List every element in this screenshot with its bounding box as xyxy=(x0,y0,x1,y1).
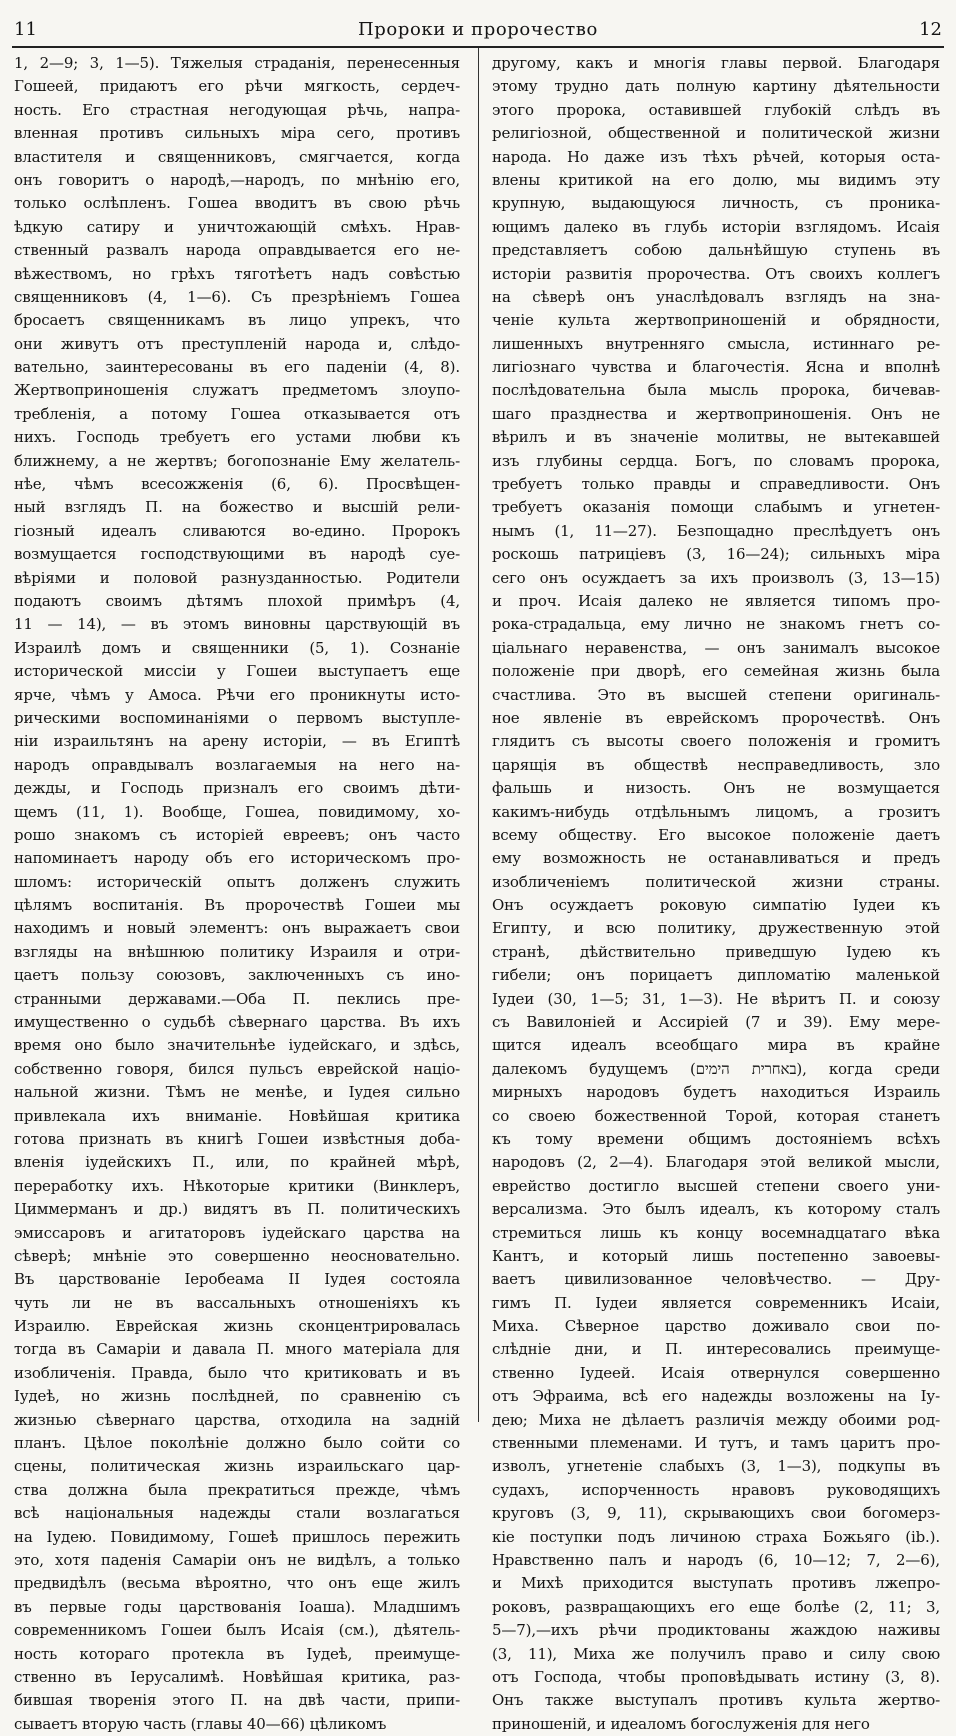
text-line: стремиться лишь къ концу восемнадцатаго вѣка xyxy=(492,1223,940,1242)
text-line: и проч. Исаія далеко не является типомъ про- xyxy=(492,591,940,610)
text-line: ность котораго протекла въ Іудеѣ, преимуще- xyxy=(14,1644,460,1663)
text-line: со своею божественной Торой, которая станетъ xyxy=(492,1106,940,1125)
text-line: только ослѣпленъ. Гошеа вводитъ въ свою рѣчь xyxy=(14,194,460,213)
text-line: круговъ (3, 9, 11), скрывающихъ свои богомерз- xyxy=(492,1504,940,1523)
text-line: представляетъ собою дальнѣйшую ступень въ xyxy=(492,241,940,260)
text-line: Миха. Сѣверное царство доживало свои по- xyxy=(492,1317,940,1336)
text-line: странѣ, дѣйствительно приведшую Іудею къ xyxy=(492,942,940,961)
text-line: какимъ-нибудь отдѣльнымъ лицомъ, а грозитъ xyxy=(492,802,940,821)
text-line: народъ оправдывалъ возлагаемыя на него на- xyxy=(14,755,460,774)
text-line: отъ Господа, чтобы проповѣдывать истину (3, 8). xyxy=(492,1667,940,1686)
running-title: Пророки и пророчество xyxy=(358,18,598,40)
text-line: требуетъ оказанія помощи слабымъ и угнетен- xyxy=(492,498,940,517)
text-line: вѣжествомъ, но грѣхъ тяготѣетъ надъ совѣстью xyxy=(14,264,460,283)
text-line: нымъ (1, 11—27). Безпощадно преслѣдуетъ онъ xyxy=(492,521,940,540)
text-line: народа. Но даже изъ тѣхъ рѣчей, которыя оста- xyxy=(492,147,940,166)
text-line: другому, какъ и многія главы первой. Благодаря xyxy=(492,54,940,72)
text-line: бросаетъ священникамъ въ лицо упрекъ, что xyxy=(14,311,460,330)
text-line: современникомъ Гошеи былъ Исаія (см.), дѣятель- xyxy=(14,1621,460,1640)
text-line: исторической миссіи у Гошеи выступаетъ еще xyxy=(14,662,460,681)
text-line: Онъ также выступалъ противъ культа жертво- xyxy=(492,1691,940,1710)
text-line: вленная противъ сильныхъ міра сего, противъ xyxy=(14,124,460,143)
text-line: священниковъ (4, 1—6). Съ презрѣніемъ Гошеа xyxy=(14,287,460,306)
text-line: ющимъ далеко въ глубь исторіи взглядомъ. Исаія xyxy=(492,217,940,236)
text-line: вленія іудейскихъ П., или, по крайней мѣрѣ, xyxy=(14,1153,460,1172)
text-line: находимъ и новый элементъ: онъ выражаетъ свои xyxy=(14,919,460,938)
text-line: ближнему, а не жертвъ; богопознаніе Ему желатель- xyxy=(14,451,460,470)
text-line: исторіи развитія пророчества. Отъ своихъ коллегъ xyxy=(492,264,940,283)
text-line: Циммерманъ и др.) видятъ въ П. политическихъ xyxy=(14,1200,460,1219)
text-line: на сѣверѣ онъ унаслѣдовалъ взглядъ на зна- xyxy=(492,287,940,306)
text-line: Іудеи (30, 1—5; 31, 1—3). Не вѣритъ П. и союзу xyxy=(492,989,940,1008)
text-line: влены критикой на его долю, мы видимъ эту xyxy=(492,170,940,189)
text-line: привлекала ихъ вниманіе. Новѣйшая критика xyxy=(14,1106,460,1125)
text-line: ченіе культа жертвоприношеній и обрядности, xyxy=(492,311,940,330)
text-line: роскошь патриціевъ (3, 16—24); сильныхъ міра xyxy=(492,545,940,564)
text-line: готова признать въ книгѣ Гошеи извѣстныя доба- xyxy=(14,1129,460,1148)
text-line: этому трудно дать полную картину дѣятельности xyxy=(492,77,940,96)
left-column xyxy=(14,52,460,1733)
text-line: изобличенія. Правда, было что критиковать и въ xyxy=(14,1363,460,1382)
page-number-right: 12 xyxy=(919,18,942,40)
text-line: судахъ, испорченность нравовъ руководящихъ xyxy=(492,1480,940,1499)
text-line: отъ Эфраима, всѣ его надежды возложены на Іу- xyxy=(492,1387,940,1406)
text-line: крупную, выдающуюся личность, съ проника- xyxy=(492,194,940,213)
text-line: предвидѣлъ (весьма вѣроятно, что онъ еще жилъ xyxy=(14,1574,460,1593)
text-line: (3, 11), Миха же получилъ право и силу свою xyxy=(492,1644,940,1663)
text-line: имущественно о судьбѣ сѣвернаго царства. Въ ихъ xyxy=(14,1013,460,1032)
text-line: собственно говоря, бился пульсъ еврейской націо- xyxy=(14,1059,460,1078)
text-line: счастлива. Это въ высшей степени оригиналь- xyxy=(492,685,940,704)
text-line: ное явленіе въ еврейскомъ пророчествѣ. Онъ xyxy=(492,708,940,727)
text-line: положеніе при дворѣ, его семейная жизнь была xyxy=(492,662,940,681)
text-line: въ первые годы царствованія Іоаша). Младшимъ xyxy=(14,1597,460,1616)
right-column xyxy=(492,52,940,1733)
text-line: вѣріями и половой разнузданностью. Родители xyxy=(14,568,460,587)
text-line: ственно Іудеей. Исаія отвернулся совершенно xyxy=(492,1363,940,1382)
text-line: гимъ П. Іудеи является современникъ Исаіи, xyxy=(492,1293,940,1312)
text-line: ціальнаго неравенства, — онъ занималъ высокое xyxy=(492,638,940,657)
text-line: шломъ: историческій опытъ долженъ служить xyxy=(14,872,460,891)
text-line: Въ царствованіе Іеробеама II Іудея состояла xyxy=(14,1270,460,1289)
text-line: съ Вавилоніей и Ассиріей (7 и 39). Ему мере- xyxy=(492,1013,940,1032)
text-line: гіозный идеалъ сливаются во-едино. Пророкъ xyxy=(14,521,460,540)
text-line: рока-страдальца, ему лично не знакомъ гнетъ со- xyxy=(492,615,940,634)
text-line: Израилѣ домъ и священники (5, 1). Сознаніе xyxy=(14,638,460,657)
text-line: къ тому времени общимъ достояніемъ всѣхъ xyxy=(492,1129,940,1148)
text-line: далекомъ будущемъ (באחרית הימים), когда среди xyxy=(492,1059,940,1078)
text-line: ственный развалъ народа оправдывается его не- xyxy=(14,241,460,260)
text-line: это, хотя паденія Самаріи онъ не видѣлъ, а только xyxy=(14,1551,460,1569)
text-line: фальшь и низость. Онъ не возмущается xyxy=(492,779,940,798)
text-line: изобличеніемъ политической жизни страны. xyxy=(492,872,940,891)
text-line: властителя и священниковъ, смягчается, когда xyxy=(14,147,460,166)
text-line: Кантъ, и который лишь постепенно завоевы- xyxy=(492,1246,940,1265)
text-line: версализма. Это былъ идеалъ, къ которому сталъ xyxy=(492,1200,940,1219)
text-line: чуть ли не въ вассальныхъ отношеніяхъ къ xyxy=(14,1293,460,1312)
text-line: нихъ. Господь требуетъ его устами любви къ xyxy=(14,428,460,447)
text-line: лишенныхъ внутренняго смысла, истиннаго ре- xyxy=(492,334,940,353)
text-line: ства должна была прекратиться прежде, чѣмъ xyxy=(14,1480,460,1499)
text-line: тогда въ Самаріи и давала П. много матеріала для xyxy=(14,1340,460,1359)
text-line: изъ глубины сердца. Богъ, по словамъ пророка, xyxy=(492,451,940,470)
column-divider xyxy=(478,48,479,1422)
text-line: царящія въ обществѣ несправедливость, зло xyxy=(492,755,940,774)
text-line: нальной жизни. Тѣмъ не менѣе, и Іудея сильно xyxy=(14,1083,460,1102)
text-line: всему обществу. Его высокое положеніе даетъ xyxy=(492,825,940,844)
text-line: религіозной, общественной и политической жизни xyxy=(492,124,940,143)
text-line: 11 — 14), — въ этомъ виновны царствующій въ xyxy=(14,615,460,634)
text-line: сѣверѣ; мнѣніе это совершенно неосновательно. xyxy=(14,1246,460,1265)
text-line: ваетъ цивилизованное человѣчество. — Дру- xyxy=(492,1270,940,1289)
text-line: ніи израильтянъ на арену исторіи, — въ Египтѣ xyxy=(14,732,460,751)
text-line: шаго празднества и жертвоприношенія. Онъ не xyxy=(492,404,940,423)
text-line: ему возможность не останавливаться и предъ xyxy=(492,849,940,868)
text-line: ярче, чѣмъ у Амоса. Рѣчи его проникнуты исто- xyxy=(14,685,460,704)
text-line: сываетъ вторую часть (главы 40—66) цѣликомъ xyxy=(14,1714,387,1733)
text-line: 1, 2—9; 3, 1—5). Тяжелыя страданія, перенесенныя xyxy=(14,54,460,72)
text-line: 5—7),—ихъ рѣчи продиктованы жаждою наживы xyxy=(492,1621,940,1640)
text-line: время оно было значительнѣе іудейскаго, и здѣсь, xyxy=(14,1036,460,1055)
text-line: послѣдовательна была мысль пророка, бичевав- xyxy=(492,381,940,400)
text-line: ность. Его страстная негодующая рѣчь, напра- xyxy=(14,100,460,119)
text-line: Гошеей, придаютъ его рѣчи мягкость, сердеч- xyxy=(14,77,460,96)
text-line: всѣ національныя надежды стали возлагаться xyxy=(14,1504,460,1523)
text-line: вѣрилъ и въ значеніе молитвы, не вытекавшей xyxy=(492,428,940,447)
text-line: планъ. Цѣлое поколѣніе должно было сойти со xyxy=(14,1434,460,1453)
text-line: глядитъ съ высоты своего положенія и громитъ xyxy=(492,732,940,751)
text-line: дею; Миха не дѣлаетъ различія между обоими род- xyxy=(492,1410,940,1429)
text-line: роковъ, развращающихъ его еще болѣе (2, 11; 3, xyxy=(492,1597,940,1616)
text-line: на Іудею. Повидимому, Гошеѣ пришлось пережить xyxy=(14,1527,460,1546)
text-line: Нравственно палъ и народъ (6, 10—12; 7, 2—6), xyxy=(492,1551,940,1569)
text-line: лигіознаго чувства и благочестія. Ясна и вполнѣ xyxy=(492,358,940,377)
text-line: гибели; онъ порицаетъ дипломатію маленькой xyxy=(492,966,940,985)
text-line: Израилю. Еврейская жизнь сконцентрировалась xyxy=(14,1317,460,1336)
text-line: щится идеалъ всеобщаго мира въ крайне xyxy=(492,1036,940,1055)
text-line: эмиссаровъ и агитаторовъ іудейскаго царства на xyxy=(14,1223,460,1242)
text-line: нѣе, чѣмъ всесожженія (6, 6). Просвѣщен- xyxy=(14,475,460,494)
text-line: переработку ихъ. Нѣкоторые критики (Винклеръ, xyxy=(14,1176,460,1195)
text-line: дежды, и Господь призналъ его своимъ дѣти- xyxy=(14,779,460,798)
text-line: возмущается господствующими въ народѣ суе- xyxy=(14,545,460,564)
text-line: цаетъ пользу союзовъ, заключенныхъ съ ино- xyxy=(14,966,460,985)
text-line: они живутъ отъ преступленій народа и, слѣдо- xyxy=(14,334,460,353)
text-line: цѣлямъ воспитанія. Въ пророчествѣ Гошеи мы xyxy=(14,896,460,915)
text-line: сцены, политическая жизнь израильскаго цар- xyxy=(14,1457,460,1476)
text-line: напоминаетъ народу объ его историческомъ про- xyxy=(14,849,460,868)
text-line: взгляды на внѣшнюю политику Израиля и отри- xyxy=(14,942,460,961)
text-line: сего онъ осуждаетъ за ихъ произволъ (3, 13—15) xyxy=(492,568,940,587)
text-line: ственными племенами. И тутъ, и тамъ царитъ про- xyxy=(492,1434,940,1453)
text-line: Онъ осуждаетъ роковую симпатію Іудеи къ xyxy=(492,896,940,915)
text-line: Іудеѣ, но жизнь послѣдней, по сравненію съ xyxy=(14,1387,460,1406)
text-line: онъ говоритъ о народѣ,—народъ, по мнѣнію его, xyxy=(14,170,460,189)
text-line: изволъ, угнетеніе слабыхъ (3, 1—3), подкупы въ xyxy=(492,1457,940,1476)
text-line: ственно въ Іерусалимѣ. Новѣйшая критика, раз- xyxy=(14,1667,460,1686)
text-line: странными державами.—Оба П. пеклись пре- xyxy=(14,989,460,1008)
text-line: и Михѣ приходится выступать противъ лжепро- xyxy=(492,1574,940,1593)
text-line: ный взглядъ П. на божество и высшій рели- xyxy=(14,498,460,517)
text-line: слѣдніе дни, и П. интересовались преимуще- xyxy=(492,1340,940,1359)
text-line: ѣдкую сатиру и уничтожающій смѣхъ. Нрав- xyxy=(14,217,460,236)
text-line: мирныхъ народовъ будетъ находиться Израиль xyxy=(492,1083,940,1102)
text-line: кіе поступки подъ личиною страха Божьяго (ib.). xyxy=(492,1527,940,1546)
text-line: Египту, и всю политику, дружественную этой xyxy=(492,919,940,938)
text-line: щемъ (11, 1). Вообще, Гошеа, повидимому, хо- xyxy=(14,802,460,821)
text-line: еврейство достигло высшей степени своего уни- xyxy=(492,1176,940,1195)
text-line: Жертвоприношенія служатъ предметомъ злоупо- xyxy=(14,381,460,400)
text-line: жизнью сѣвернаго царства, отходила на задній xyxy=(14,1410,460,1429)
text-line: рическими воспоминаніями о первомъ выступле- xyxy=(14,708,460,727)
text-line: подаютъ своимъ дѣтямъ плохой примѣръ (4, xyxy=(14,591,460,610)
text-line: требленія, а потому Гошеа отказывается отъ xyxy=(14,404,460,423)
text-line: бившая творенія этого П. на двѣ части, припи- xyxy=(14,1691,460,1710)
text-line: требуетъ только правды и справедливости. Онъ xyxy=(492,475,940,494)
text-line: этого пророка, оставившей глубокій слѣдъ въ xyxy=(492,100,940,119)
page-number-left: 11 xyxy=(14,18,37,40)
page-header xyxy=(14,8,942,50)
text-line: вательно, заинтересованы въ его паденіи (4, 8). xyxy=(14,358,460,377)
text-line: народовъ (2, 2—4). Благодаря этой великой мысли, xyxy=(492,1153,940,1172)
text-line: рошо знакомъ съ исторіей евреевъ; онъ часто xyxy=(14,825,460,844)
text-line: приношеній, и идеаломъ богослуженія для него xyxy=(492,1714,870,1733)
